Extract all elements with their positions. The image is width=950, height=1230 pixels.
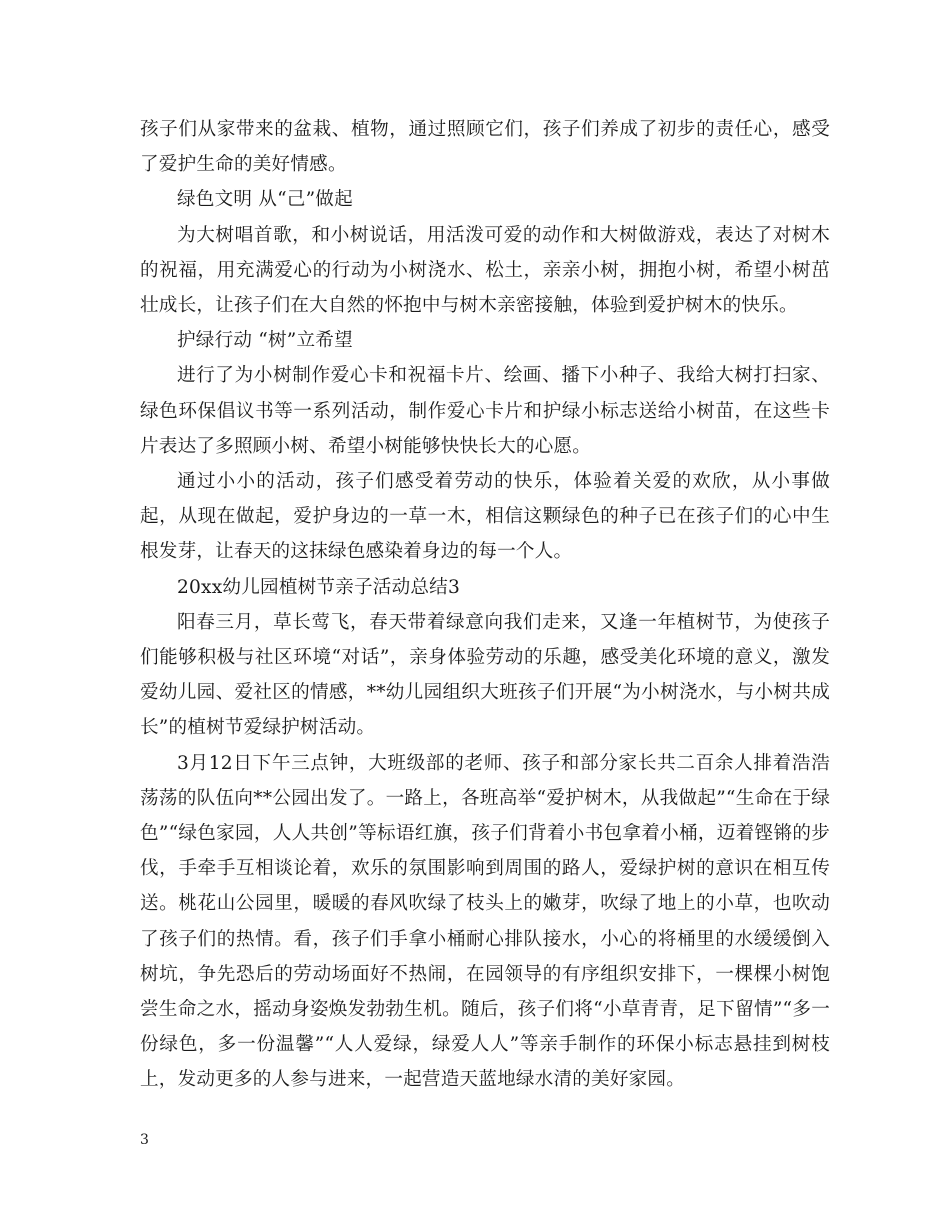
section-heading: 护绿行动 “树”立希望: [177, 330, 353, 352]
section-title: 20xx幼儿园植树节亲子活动总结3: [177, 576, 460, 598]
body-paragraph: 3月12日下午三点钟，大班级部的老师、孩子和部分家长共二百余人排着浩浩荡荡的队伍向**公园出发了。一路上，各班高举“爱护树木，从我做起”“生命在于绿色”“绿色家园，人人共创”等标语红旗，孩子们背着小书包拿着小桶，迈着铿锵的步伐，手牵手互相谈论着，欢乐的氛围影响到周围的路人，爱绿护树的意识在相互传送。桃花山公园里，暖暖的春风吹绿了枝头上的嫩芽，吹绿了地上的小草，也吹动了孩子们的热情。看，孩子们手拿小桶耐心排队接水，小心的将桶里的水缓缓倒入树坑，争先恐后的劳动场面好不热闹，在园领导的有序组织安排下，一棵棵小树饱尝生命之水，摇动身姿焕发勃勃生机。随后，孩子们将“小草青青，足下留情”“多一份绿色，多一份温馨”“人人爱绿，绿爱人人”等亲手制作的环保小标志悬挂到树枝上，发动更多的人参与进来，一起营造天蓝地绿水清的美好家园。: [140, 752, 830, 1091]
body-paragraph: 进行了为小树制作爱心卡和祝福卡片、绘画、播下小种子、我给大树打扫家、绿色环保倡议书等一系列活动，制作爱心卡片和护绿小标志送给小树苗，在这些卡片表达了多照顾小树、希望小树能够快快长大的心愿。: [140, 365, 830, 457]
document-body: [140, 112, 830, 1098]
section-heading: 绿色文明 从“己”做起: [177, 189, 353, 211]
body-paragraph: 阳春三月，草长莺飞，春天带着绿意向我们走来，又逢一年植树节，为使孩子们能够积极与社区环境“对话”，亲身体验劳动的乐趣，感受美化环境的意义，激发爱幼儿园、爱社区的情感，**幼儿园组织大班孩子们开展“为小树浇水，与小树共成长”的植树节爱绿护树活动。: [140, 611, 830, 739]
body-paragraph: 为大树唱首歌，和小树说话，用活泼可爱的动作和大树做游戏，表达了对树木的祝福，用充满爱心的行动为小树浇水、松土，亲亲小树，拥抱小树，希望小树茁壮成长，让孩子们在大自然的怀抱中与树木亲密接触，体验到爱护树木的快乐。: [140, 224, 830, 317]
body-paragraph: 孩子们从家带来的盆栽、植物，通过照顾它们，孩子们养成了初步的责任心，感受了爱护生命的美好情感。: [140, 119, 830, 176]
body-paragraph: 通过小小的活动，孩子们感受着劳动的快乐，体验着关爱的欢欣，从小事做起，从现在做起，爱护身边的一草一木，相信这颗绿色的种子已在孩子们的心中生根发芽，让春天的这抹绿色感染着身边的每一个人。: [140, 471, 830, 563]
page-number: 3: [140, 1132, 149, 1148]
